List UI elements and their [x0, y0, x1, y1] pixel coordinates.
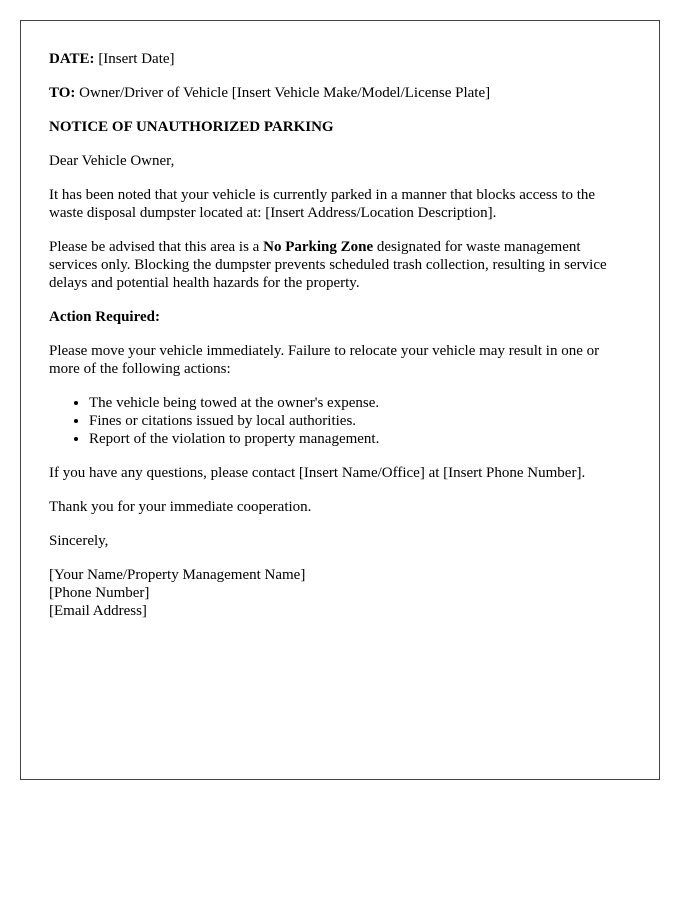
thanks-paragraph: Thank you for your immediate cooperation.: [49, 499, 312, 515]
salutation: Dear Vehicle Owner,: [49, 153, 175, 169]
list-item: • Report of the violation to property management.: [89, 430, 631, 448]
paragraph-blocking-notice: It has been noted that your vehicle is currently parked in a manner that blocks access to the waste disposal dumpster located at: [Insert Address/Location Description].: [49, 187, 596, 221]
signature-name: [Your Name/Property Management Name]: [49, 567, 306, 583]
paragraph2-after: designated for waste management services only. Blocking the dumpster prevents scheduled trash collection, resulting in service delays and potential health hazards for the property.: [49, 239, 607, 291]
signature-phone: [Phone Number]: [49, 585, 150, 601]
paragraph-move-vehicle: Please move your vehicle immediately. Failure to relocate your vehicle may result in one or more of the following actions:: [49, 343, 600, 377]
list-item: • The vehicle being towed at the owner's expense.: [89, 394, 631, 412]
to-value: Owner/Driver of Vehicle [Insert Vehicle Make/Model/License Plate]: [79, 85, 491, 101]
paragraph2-before: Please be advised that this area is a: [49, 239, 264, 255]
date-line: [49, 50, 631, 68]
list-item: • Fines or citations issued by local authorities.: [89, 412, 631, 430]
signature-email: [Email Address]: [49, 603, 147, 619]
closing: Sincerely,: [49, 533, 109, 549]
notice-letter: [20, 20, 660, 780]
no-parking-zone-emphasis: No Parking Zone: [263, 239, 374, 255]
to-label: TO:: [49, 85, 76, 101]
contact-paragraph: If you have any questions, please contact [Insert Name/Office] at [Insert Phone Number].: [49, 465, 586, 481]
signature-block: [49, 566, 631, 620]
notice-title: NOTICE OF UNAUTHORIZED PARKING: [49, 119, 334, 135]
paragraph-no-parking-zone: [49, 238, 631, 292]
to-line: [49, 84, 631, 102]
date-value: [Insert Date]: [98, 51, 175, 67]
consequences-list: [49, 394, 631, 448]
action-required-heading: Action Required:: [49, 309, 160, 325]
date-label: DATE:: [49, 51, 95, 67]
